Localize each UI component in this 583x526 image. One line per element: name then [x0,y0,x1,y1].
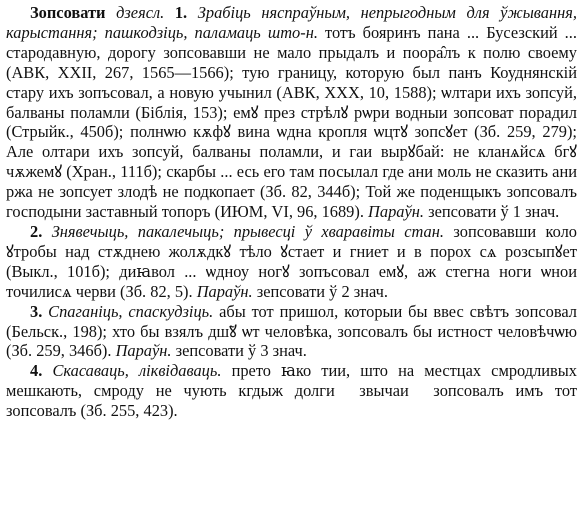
compare-ref: зепсовати ў 1 знач. [428,202,560,222]
sense-1 [6,3,577,222]
sense-number: 2. [30,221,43,241]
sense-definition: Спаганіць, спаскудзіць. [48,301,214,321]
sense-4 [6,361,577,421]
part-of-speech: дзеясл. [116,3,165,22]
sense-definition: Зрабіць няспраўным, непрыгодным для ўжывання, карыстання; пашкодзіць, паламаць што-н. [6,3,577,42]
headword: Зопсовати [30,3,106,22]
compare-ref: зепсовати ў 2 знач. [256,281,388,301]
sense-number: 1. [174,3,188,22]
sense-citations: прето ꙗко тии, што на местцах смродливых мешкають, смроду не чують кгдыж долгиⷭ звычаиⷭ зопсовалъ имъ тот зопсовалъ (Зб. 255, 423). [6,361,577,421]
compare-note: Параўн. [196,281,253,301]
sense-citations: зопсовавши коло ꙋтробы над стѫднею жолѫдкꙋ тѣло ꙋстает и гниет и в порох сѧ розсыпꙋет (Выкл., 101б); диꙗвол ... ѡдноу ногꙋ зопъсовал емꙋ, аж стегна ноги ѡнои точилисѧ черви (Зб. 82, 5). [6,221,577,301]
compare-note: Параўн. [368,202,424,222]
compare-note: Параўн. [115,341,172,361]
sense-definition: Скасаваць, ліквідаваць. [52,361,222,381]
sense-citations: тотъ бояринъ пана ... Бусезский ... стародавную, дорогу зопсовавши не мало прыдалъ и поора̂лъ к полю своему (АВК, XXII, 267, 1565—1566); тую границу, которую был панъ Коуднянскій стару ихъ зопъсовал, а новую учынил (АВК, XXX, 10, 1588); ѡлтари ихъ зопсуй, балваны поламли (Біблія, 153); емꙋ през стрѣлꙋ рѡри водныи зопсоват порадил (Стрыйк., 450б); полнѡю кѫфꙋ вина ѡдна кропля ѡцтꙋ зопсꙋет (Зб. 259, 279); Але олтари ихъ зопсуй, балваны поламли, и гаи вырꙋбай: не кланѧйсѧ бгꙋ чѫжемꙋ (Хран., 111б); скарбы ... есь его там посылал где ани моль не сказить ани ржа не зопсует злодѣ не подкопает (Зб. 82, 344б); Той же поденщыкъ зопсовалъ господыни заставный топоръ (ИЮМ, VI, 96, 1689). [6,22,577,222]
compare-ref: зепсовати ў 3 знач. [175,341,307,361]
sense-number: 4. [30,361,43,381]
sense-definition: Знявечыць, пакалечыць; прывесці ў хваравіты стан. [51,221,444,241]
sense-citations: абы тот пришол, которыи бы ввес свѣтъ зопсовал (Бельск., 198); хто бы взялъ дш̃ꙋ ѡт человѣка, зопсовалъ бы истност человѣчѡю (Зб. 259, 346б). [6,301,577,361]
sense-2 [6,222,577,302]
sense-3 [6,302,577,362]
sense-number: 3. [30,301,43,321]
